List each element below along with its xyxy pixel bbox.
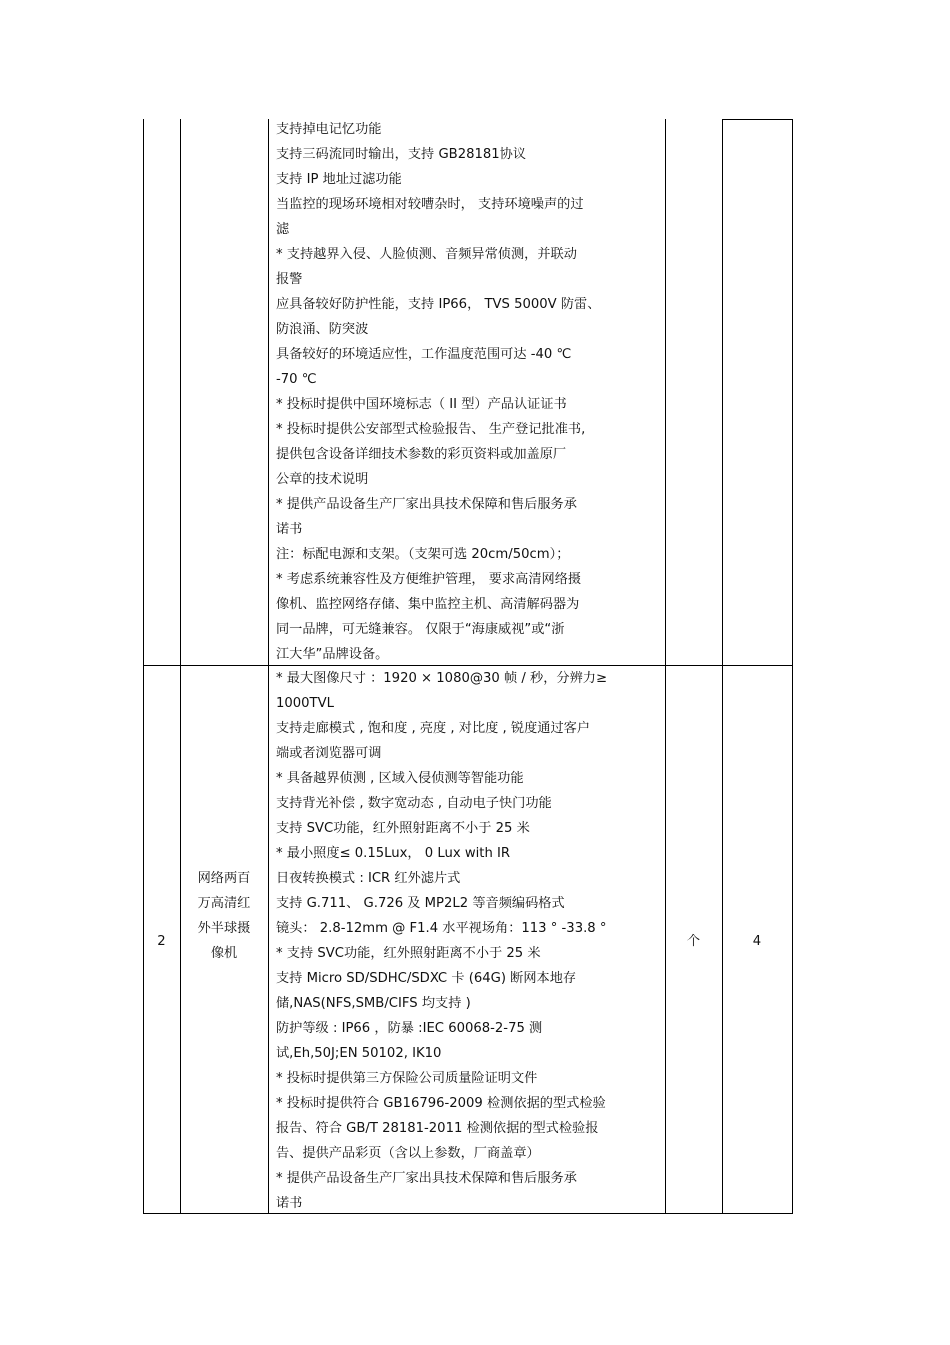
product-name-line: 网络两百 — [197, 871, 251, 886]
spec-line: 日夜转换模式 : ICR 红外滤片式 — [276, 871, 461, 886]
spec-line: 支持 G.711、 G.726 及 MP2L2 等音频编码格式 — [276, 896, 565, 911]
column-divider-index — [180, 119, 181, 1214]
unit-cell: 个 — [686, 934, 701, 949]
spec-line: 诺书 — [276, 522, 303, 537]
spec-line: * 投标时提供第三方保险公司质量险证明文件 — [276, 1071, 538, 1086]
spec-line: 报告、符合 GB/T 28181-2011 检测依据的型式检验报 — [276, 1121, 599, 1136]
column-divider-name — [268, 119, 269, 1214]
spec-line: * 投标时提供公安部型式检验报告、 生产登记批准书, — [276, 422, 586, 437]
spec-line: 像机、监控网络存储、集中监控主机、高清解码器为 — [276, 597, 580, 612]
spec-line: * 提供产品设备生产厂家出具技术保障和售后服务承 — [276, 1171, 577, 1186]
spec-line: 当监控的现场环境相对较嘈杂时， 支持环境噪声的过 — [276, 197, 584, 212]
spec-line: 镜头： 2.8-12mm @ F1.4 水平视场角：113 ° -33.8 ° — [276, 921, 607, 936]
spec-line: 诺书 — [276, 1196, 303, 1211]
spec-line: 支持 Micro SD/SDHC/SDXC 卡 (64G) 断网本地存 — [276, 971, 577, 986]
spec-line: * 投标时提供符合 GB16796-2009 检测依据的型式检验 — [276, 1096, 606, 1111]
spec-line: 支持 IP 地址过滤功能 — [276, 172, 402, 187]
spec-line: 1000TVL — [276, 696, 334, 711]
spec-line: 具备较好的环境适应性，工作温度范围可达 -40 ℃ — [276, 347, 572, 362]
column-divider-unit — [722, 119, 723, 1214]
table-border-right — [792, 119, 793, 1214]
product-name-line: 外半球摄 — [197, 921, 251, 936]
spec-line: 报警 — [276, 272, 303, 287]
spec-line: * 支持 SVC功能，红外照射距离不小于 25 米 — [276, 946, 541, 961]
spec-line: 公章的技术说明 — [276, 472, 369, 487]
product-name-line: 像机 — [210, 946, 238, 961]
quantity-cell-top-border — [722, 119, 793, 120]
spec-line: 同一品牌，可无缝兼容。 仅限于“海康威视”或“浙 — [276, 622, 565, 637]
spec-line: 告、提供产品彩页（含以上参数，厂商盖章） — [276, 1146, 540, 1161]
spec-line: 试,Eh,50J;EN 50102, IK10 — [276, 1046, 442, 1061]
spec-line: 支持掉电记忆功能 — [276, 122, 382, 137]
spec-line: * 考虑系统兼容性及方便维护管理， 要求高清网络摄 — [276, 572, 582, 587]
product-name — [180, 866, 268, 966]
spec-line: 防护等级 : IP66 ，防暴 :IEC 60068-2-75 测 — [276, 1021, 543, 1036]
spec-line: 江大华”品牌设备。 — [276, 647, 389, 662]
spec-line: 储,NAS(NFS,SMB/CIFS 均支持 ) — [276, 996, 471, 1011]
spec-line: * 具备越界侦测 , 区域入侵侦测等智能功能 — [276, 771, 524, 786]
quantity-cell: 4 — [752, 934, 762, 949]
spec-line: 滤 — [276, 222, 290, 237]
spec-list-row2 — [276, 666, 662, 1216]
row-index: 2 — [157, 934, 166, 949]
product-name-line: 万高清红 — [197, 896, 251, 911]
spec-line: * 最大图像尺寸 ：1920 × 1080@30 帧 / 秒，分辨力≥ — [276, 671, 608, 686]
spec-line: 支持走廊模式 , 饱和度 , 亮度 , 对比度 , 锐度通过客户 — [276, 721, 591, 736]
spec-line: * 投标时提供中国环境标志（ II 型）产品认证证书 — [276, 397, 567, 412]
spec-line: 支持三码流同时输出，支持 GB28181协议 — [276, 147, 527, 162]
spec-line: 支持 SVC功能，红外照射距离不小于 25 米 — [276, 821, 530, 836]
spec-line: 提供包含设备详细技术参数的彩页资料或加盖原厂 — [276, 447, 567, 462]
column-divider-spec — [665, 119, 666, 1214]
spec-line: 端或者浏览器可调 — [276, 746, 382, 761]
spec-line: 支持背光补偿 , 数字宽动态 , 自动电子快门功能 — [276, 796, 552, 811]
spec-line: * 最小照度≤ 0.15Lux， 0 Lux with IR — [276, 846, 511, 861]
table-border-left — [143, 119, 144, 1214]
spec-line: -70 ℃ — [276, 372, 317, 387]
spec-line: 应具备较好防护性能，支持 IP66， TVS 5000V 防雷、 — [276, 297, 601, 312]
spec-line: * 支持越界入侵、人脸侦测、音频异常侦测，并联动 — [276, 247, 577, 262]
spec-line: 注：标配电源和支架。（支架可选 20cm/50cm）； — [276, 547, 570, 562]
spec-line: * 提供产品设备生产厂家出具技术保障和售后服务承 — [276, 497, 577, 512]
spec-list-continued — [276, 117, 662, 667]
spec-line: 防浪涌、防突波 — [276, 322, 369, 337]
